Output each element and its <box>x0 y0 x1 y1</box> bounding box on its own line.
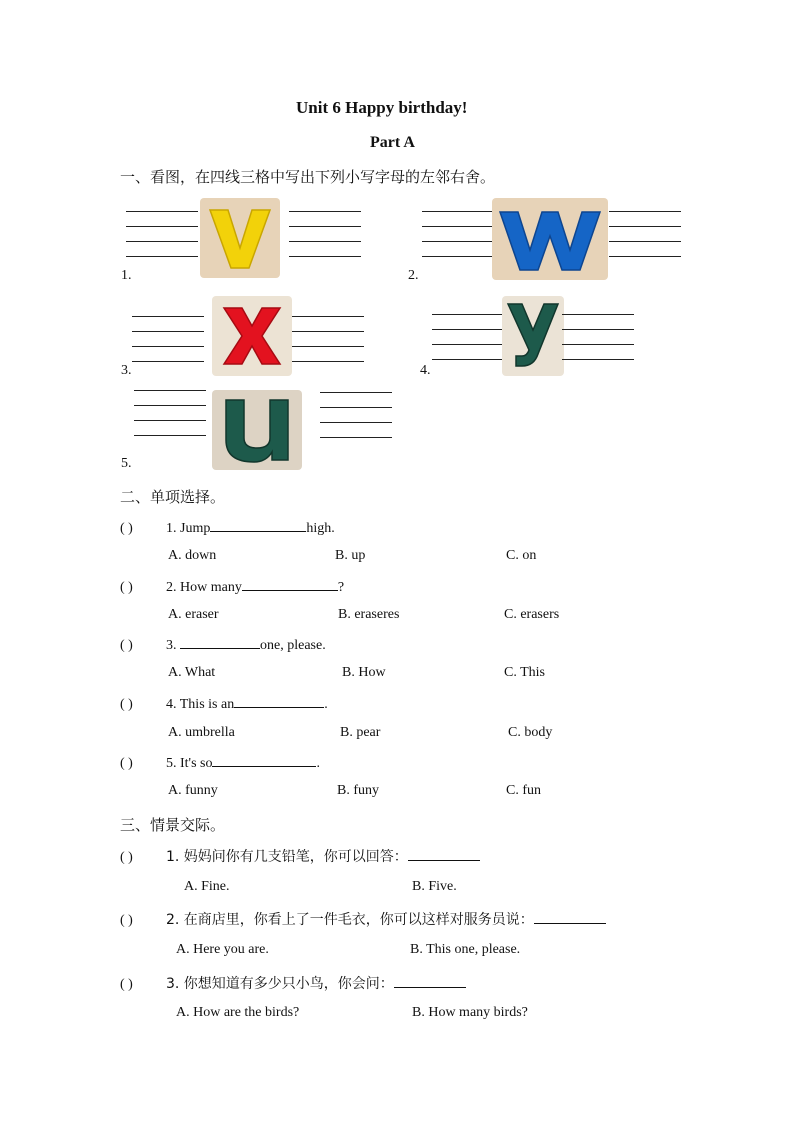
page-title: Unit 6 Happy birthday! <box>296 98 468 117</box>
option-a[interactable]: A. down <box>168 548 217 563</box>
answer-paren[interactable]: ( ) <box>120 850 133 865</box>
option-a[interactable]: A. Here you are. <box>176 942 269 957</box>
option-a[interactable]: A. eraser <box>168 607 219 622</box>
answer-blank[interactable] <box>212 754 316 767</box>
question-text-end: . <box>316 756 320 771</box>
option-c[interactable]: C. fun <box>506 783 541 798</box>
question-text: 3. <box>166 638 180 653</box>
option-a[interactable]: A. umbrella <box>168 725 235 740</box>
question-text: 5. It's so <box>166 756 213 771</box>
option-a[interactable]: A. What <box>168 665 216 680</box>
answer-paren[interactable]: ( ) <box>120 697 133 712</box>
answer-paren[interactable]: ( ) <box>120 521 133 536</box>
option-b[interactable]: B. How many birds? <box>412 1005 528 1020</box>
question-row <box>120 695 328 713</box>
answer-paren[interactable]: ( ) <box>120 913 133 928</box>
question-text: 1. Jump <box>166 521 211 536</box>
writing-lines-left[interactable] <box>422 211 494 271</box>
writing-lines-left[interactable] <box>432 314 504 374</box>
letter-w-shape <box>500 212 600 270</box>
writing-lines-right[interactable] <box>609 211 681 271</box>
question-row <box>120 636 326 654</box>
item-number: 3. <box>121 363 132 378</box>
option-c[interactable]: C. on <box>506 548 537 563</box>
letter-tile-w <box>492 198 608 280</box>
question-row <box>120 909 606 929</box>
question-row <box>120 754 320 772</box>
question-text-end: high. <box>306 521 335 536</box>
question-text: 2. 在商店里，你看上了一件毛衣，你可以这样对服务员说： <box>166 912 534 928</box>
letter-x-shape <box>224 308 280 364</box>
writing-lines-right[interactable] <box>562 314 634 374</box>
option-a[interactable]: A. How are the birds? <box>176 1005 300 1020</box>
question-row <box>120 973 466 993</box>
answer-blank[interactable] <box>210 519 306 532</box>
option-b[interactable]: B. Five. <box>412 879 457 894</box>
section1-heading: 一、看图，在四线三格中写出下列小写字母的左邻右舍。 <box>120 168 496 186</box>
question-text: 3. 你想知道有多少只小鸟，你会问： <box>166 976 394 992</box>
letter-u-shape <box>226 400 288 462</box>
question-text-end: ? <box>337 580 345 595</box>
letter-tile-v <box>200 198 280 278</box>
answer-blank[interactable] <box>408 848 480 861</box>
option-c[interactable]: C. This <box>504 665 545 680</box>
answer-paren[interactable]: ( ) <box>120 977 133 992</box>
writing-lines-right[interactable] <box>320 392 392 452</box>
option-b[interactable]: B. up <box>335 548 366 563</box>
item-number: 1. <box>121 268 132 283</box>
item-number: 4. <box>420 363 431 378</box>
question-text-end: one, please. <box>260 638 326 653</box>
answer-paren[interactable]: ( ) <box>120 580 133 595</box>
item-number: 2. <box>408 268 419 283</box>
question-row <box>120 578 344 596</box>
option-b[interactable]: B. pear <box>340 725 381 740</box>
writing-lines-left[interactable] <box>134 390 206 450</box>
answer-blank[interactable] <box>534 911 606 924</box>
answer-paren[interactable]: ( ) <box>120 638 133 653</box>
answer-blank[interactable] <box>180 636 260 649</box>
section3-heading: 三、情景交际。 <box>120 816 226 834</box>
letter-tile-u <box>212 390 302 470</box>
section2-heading: 二、单项选择。 <box>120 488 226 506</box>
option-a[interactable]: A. funny <box>168 783 218 798</box>
option-b[interactable]: B. How <box>342 665 386 680</box>
letter-tile-x <box>212 296 292 376</box>
question-text-end: . <box>324 697 328 712</box>
letter-tile-y <box>502 296 564 376</box>
answer-blank[interactable] <box>242 578 338 591</box>
option-b[interactable]: B. funy <box>337 783 379 798</box>
answer-paren[interactable]: ( ) <box>120 756 133 771</box>
option-b[interactable]: B. This one, please. <box>410 942 521 957</box>
option-a[interactable]: A. Fine. <box>184 879 230 894</box>
answer-blank[interactable] <box>394 975 466 988</box>
option-c[interactable]: C. body <box>508 725 553 740</box>
writing-lines-left[interactable] <box>126 211 198 271</box>
question-text: 4. This is an <box>166 697 235 712</box>
question-text: 1. 妈妈问你有几支铅笔，你可以回答： <box>166 849 408 865</box>
writing-lines-right[interactable] <box>292 316 364 376</box>
letter-y-shape <box>508 304 558 366</box>
question-row <box>120 519 335 537</box>
letter-v-shape <box>210 210 270 268</box>
option-b[interactable]: B. eraseres <box>338 607 400 622</box>
question-row <box>120 846 480 866</box>
answer-blank[interactable] <box>234 695 324 708</box>
option-c[interactable]: C. erasers <box>504 607 560 622</box>
writing-lines-left[interactable] <box>132 316 204 376</box>
question-text: 2. How many <box>166 580 242 595</box>
item-number: 5. <box>121 456 132 471</box>
page-subtitle: Part A <box>370 134 415 151</box>
writing-lines-right[interactable] <box>289 211 361 271</box>
